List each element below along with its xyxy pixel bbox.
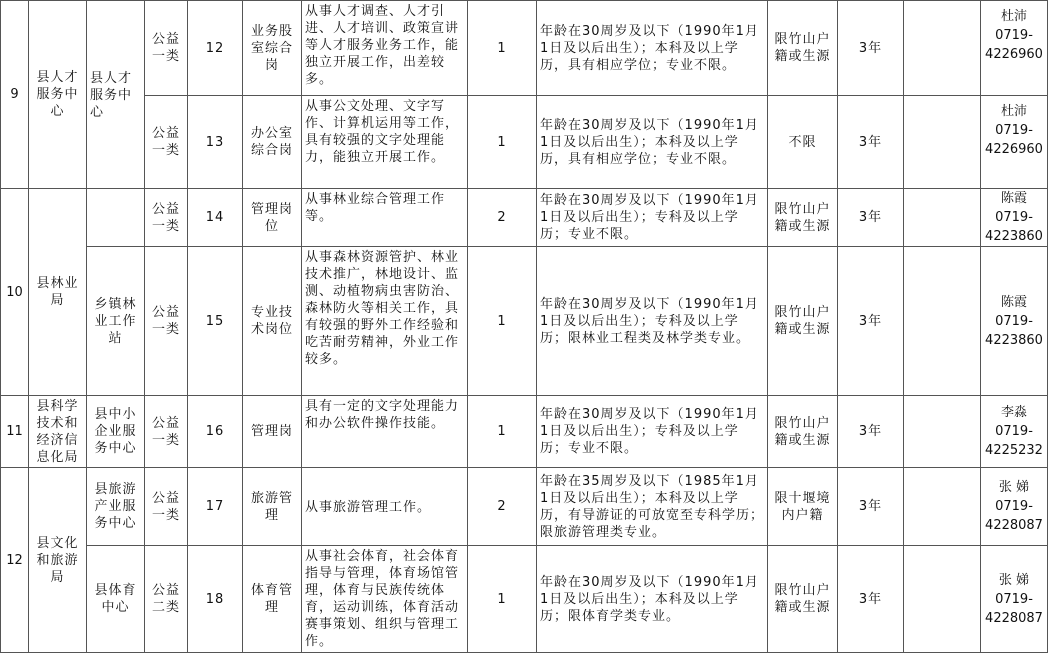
unit-cell: 县体育中心 (87, 546, 145, 653)
count-cell: 1 (468, 1, 537, 96)
contact-phone: 0719-4223860 (985, 313, 1043, 348)
count-cell: 2 (468, 189, 537, 247)
post-name-cell: 专业技术岗位 (243, 247, 302, 396)
service-cell: 3年 (838, 468, 904, 546)
contact-phone: 0719-4228087 (985, 591, 1043, 626)
post-name-cell: 体育管理 (243, 546, 302, 653)
seq-cell: 10 (1, 189, 29, 396)
duties-cell: 从事林业综合管理工作等。 (302, 189, 468, 247)
contact-name: 杜沛 (1000, 9, 1027, 24)
service-cell: 3年 (838, 1, 904, 96)
requirements-cell: 年龄在35周岁及以下（1985年1月1日及以后出生）；本科及以上学历，有导游证的可放宽至专科学历；限旅游管理类专业。 (537, 468, 768, 546)
unit-cell: 县中小企业服务中心 (87, 396, 145, 468)
unit-cell: 县旅游产业服务中心 (87, 468, 145, 546)
requirements-cell: 年龄在30周岁及以下（1990年1月1日及以后出生）；本科及以上学历，具有相应学位；专业不限。 (537, 1, 768, 96)
count-cell: 1 (468, 247, 537, 396)
service-cell: 3年 (838, 546, 904, 653)
contact-phone: 0719-4226960 (985, 28, 1043, 62)
department-cell: 县人才服务中心 (29, 1, 87, 189)
category-cell: 公益一类 (145, 247, 188, 396)
service-cell: 3年 (838, 396, 904, 468)
contact-phone: 0719-4226960 (985, 123, 1043, 157)
requirements-cell: 年龄在30周岁及以下（1990年1月1日及以后出生）；专科及以上学历；限林业工程类及林学类专业。 (537, 247, 768, 396)
requirements-cell: 年龄在30周岁及以下（1990年1月1日及以后出生）；专科及以上学历；专业不限。 (537, 189, 768, 247)
department-cell: 县文化和旅游局 (29, 468, 87, 653)
post-code-cell: 16 (188, 396, 243, 468)
empty-cell (904, 189, 981, 247)
unit-cell: 县人才服务中心 (87, 1, 145, 189)
residence-cell: 限竹山户籍或生源 (768, 247, 838, 396)
post-code-cell: 17 (188, 468, 243, 546)
empty-cell (904, 247, 981, 396)
residence-cell: 限竹山户籍或生源 (768, 546, 838, 653)
contact-cell (981, 1, 1048, 96)
department-cell: 县林业局 (29, 189, 87, 396)
duties-cell: 具有一定的文字处理能力和办公软件操作技能。 (302, 396, 468, 468)
contact-phone: 0719-4228087 (985, 499, 1043, 533)
department-cell: 县科学技术和经济信息化局 (29, 396, 87, 468)
table-row (1, 96, 1048, 189)
count-cell: 1 (468, 96, 537, 189)
service-cell: 3年 (838, 247, 904, 396)
empty-cell (904, 396, 981, 468)
post-code-cell: 12 (188, 1, 243, 96)
contact-cell (981, 247, 1048, 396)
table-row (1, 1, 1048, 96)
post-name-cell: 旅游管理 (243, 468, 302, 546)
residence-cell: 限竹山户籍或生源 (768, 189, 838, 247)
post-name-cell: 管理岗位 (243, 189, 302, 247)
requirements-cell: 年龄在30周岁及以下（1990年1月1日及以后出生）；本科及以上学历，具有相应学位；专业不限。 (537, 96, 768, 189)
contact-name: 李淼 (1000, 405, 1027, 420)
contact-cell (981, 468, 1048, 546)
seq-cell: 11 (1, 396, 29, 468)
count-cell: 1 (468, 546, 537, 653)
duties-cell: 从事人才调查、人才引进、人才培训、政策宣讲等人才服务业务工作，能独立开展工作，出差较多。 (302, 1, 468, 96)
empty-cell (904, 468, 981, 546)
contact-cell (981, 546, 1048, 653)
contact-cell (981, 189, 1048, 247)
empty-cell (904, 546, 981, 653)
empty-cell (904, 1, 981, 96)
contact-name: 陈霞 (1000, 294, 1027, 310)
table-row (1, 189, 1048, 247)
empty-cell (904, 96, 981, 189)
contact-name: 陈霞 (1000, 191, 1027, 206)
requirements-cell: 年龄在30周岁及以下（1990年1月1日及以后出生）；本科及以上学历；限体育学类专业。 (537, 546, 768, 653)
contact-name: 杜沛 (1000, 104, 1027, 119)
service-cell: 3年 (838, 96, 904, 189)
contact-cell (981, 96, 1048, 189)
category-cell: 公益一类 (145, 1, 188, 96)
post-name-cell: 业务股室综合岗 (243, 1, 302, 96)
residence-cell: 限竹山户籍或生源 (768, 396, 838, 468)
contact-phone: 0719-4223860 (985, 210, 1043, 244)
category-cell: 公益一类 (145, 96, 188, 189)
duties-cell: 从事公文处理、文字写作、计算机运用等工作，具有较强的文字处理能力，能独立开展工作。 (302, 96, 468, 189)
post-code-cell: 13 (188, 96, 243, 189)
duties-cell: 从事旅游管理工作。 (302, 468, 468, 546)
unit-cell (87, 189, 145, 247)
table-row (1, 468, 1048, 546)
count-cell: 1 (468, 396, 537, 468)
category-cell: 公益一类 (145, 189, 188, 247)
seq-cell: 12 (1, 468, 29, 653)
service-cell: 3年 (838, 189, 904, 247)
duties-cell: 从事森林资源管护、林业技术推广，林地设计、监测、动植物病虫害防治、森林防火等相关工作，具有较强的野外工作经验和吃苦耐劳精神，外业工作较多。 (302, 247, 468, 396)
contact-name: 张 娣 (998, 572, 1030, 588)
post-code-cell: 15 (188, 247, 243, 396)
seq-cell: 9 (1, 1, 29, 189)
residence-cell: 不限 (768, 96, 838, 189)
requirements-cell: 年龄在30周岁及以下（1990年1月1日及以后出生）；专科及以上学历；专业不限。 (537, 396, 768, 468)
contact-cell (981, 396, 1048, 468)
category-cell: 公益一类 (145, 468, 188, 546)
post-code-cell: 18 (188, 546, 243, 653)
unit-cell: 乡镇林业工作站 (87, 247, 145, 396)
table-row (1, 546, 1048, 653)
post-code-cell: 14 (188, 189, 243, 247)
table-row (1, 247, 1048, 396)
table-row (1, 396, 1048, 468)
contact-phone: 0719-4225232 (985, 424, 1043, 458)
count-cell: 2 (468, 468, 537, 546)
category-cell: 公益二类 (145, 546, 188, 653)
residence-cell: 限竹山户籍或生源 (768, 1, 838, 96)
category-cell: 公益一类 (145, 396, 188, 468)
post-name-cell: 管理岗 (243, 396, 302, 468)
contact-name: 张 娣 (998, 480, 1030, 495)
post-name-cell: 办公室综合岗 (243, 96, 302, 189)
duties-cell: 从事社会体育，社会体育指导与管理，体育场馆管理，体育与民族传统体育，运动训练，体育活动赛事策划、组织与管理工作。 (302, 546, 468, 653)
residence-cell: 限十堰境内户籍 (768, 468, 838, 546)
